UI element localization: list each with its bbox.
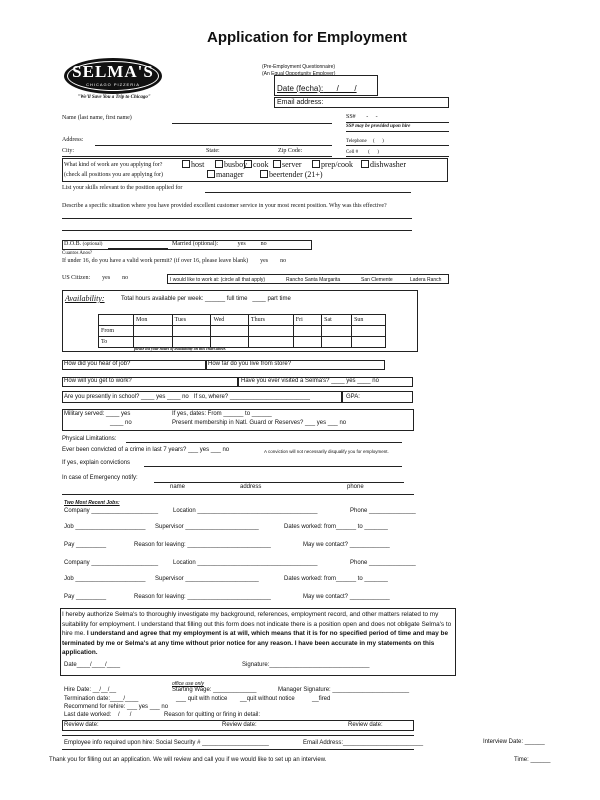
last-date-worked[interactable]: Last date worked: / / bbox=[64, 712, 132, 718]
option-beertender[interactable]: beertender (21+) bbox=[260, 170, 323, 179]
location-label: I would like to work at: (circle all that apply) bbox=[170, 277, 266, 283]
option-host[interactable]: host bbox=[182, 160, 204, 169]
state-label: State: bbox=[206, 148, 220, 154]
emergency-address: address bbox=[240, 484, 262, 490]
emergency-field[interactable] bbox=[154, 482, 404, 483]
option-cook[interactable]: cook bbox=[244, 160, 269, 169]
school-label[interactable]: Are you presently in school? ____ yes ____ no If so, where? ________________________ bbox=[64, 394, 310, 400]
job1-location[interactable]: Location ____________________________________ bbox=[173, 508, 318, 514]
physical-field[interactable] bbox=[126, 442, 402, 443]
job1-supervisor[interactable]: Supervisor ______________________ bbox=[155, 524, 259, 530]
explain-field[interactable] bbox=[144, 466, 402, 467]
availability-label: Availability: bbox=[65, 294, 105, 303]
quit-without-notice[interactable]: __quit without notice bbox=[240, 696, 295, 702]
dob-label: D.O.B. (optional) bbox=[64, 241, 103, 247]
cell-label: Cell # ( ) bbox=[346, 150, 379, 155]
hire-date[interactable]: Hire Date: __/__/__ bbox=[64, 687, 117, 693]
fired[interactable]: __fired bbox=[312, 696, 331, 702]
telephone-field[interactable] bbox=[346, 145, 449, 146]
dob-field[interactable] bbox=[108, 248, 168, 249]
cell-field[interactable] bbox=[346, 156, 449, 157]
military-dates[interactable]: If yes, dates: From ______ to ______ bbox=[172, 411, 272, 417]
location-rancho[interactable]: Rancho Santa Margarita bbox=[286, 277, 341, 283]
married-label: Married (optional): yes no bbox=[172, 241, 267, 247]
job2-company[interactable]: Company ____________________ bbox=[64, 560, 159, 566]
permit-label: If under 16, do you have a valid work permit? (if over 16, please leave blank) yes no bbox=[62, 258, 287, 264]
footer-email[interactable]: Email Address:________________________ bbox=[303, 740, 424, 746]
selmas-logo: SELMA'S CHICAGO PIZZERIA "We'll Save You a Trip to Chicago" bbox=[62, 55, 166, 101]
pre-employment-label: (Pre-Employment Questionnaire) bbox=[262, 64, 336, 70]
explain-label: If yes, explain convictions bbox=[62, 460, 131, 466]
option-server[interactable]: server bbox=[273, 160, 302, 169]
quit-with-notice[interactable]: ___ quit with notice bbox=[176, 696, 228, 702]
availability-grid: Mon Tues Wed Thurs Fri Sat Sun From To bbox=[98, 314, 386, 348]
job1-phone[interactable]: Phone ______________ bbox=[350, 508, 416, 514]
auth-signature[interactable]: Signature:______________________________ bbox=[242, 662, 370, 668]
ss-field[interactable] bbox=[346, 122, 449, 123]
date-field[interactable]: Date (fecha): / / bbox=[277, 84, 357, 93]
employee-info[interactable]: Employee info required upon hire: Social Security # ____________________ bbox=[64, 740, 269, 746]
job2-reason[interactable]: Reason for leaving: _________________________ bbox=[134, 594, 271, 600]
describe-line-2[interactable] bbox=[62, 230, 412, 231]
job1-job[interactable]: Job _____________________ bbox=[64, 524, 146, 530]
name-label: Name (last name, first name) bbox=[62, 115, 132, 121]
availability-note: please list your hours of availability on this chart above. bbox=[134, 346, 227, 351]
address-label: Address: bbox=[62, 137, 84, 143]
job1-reason[interactable]: Reason for leaving: _________________________ bbox=[134, 542, 271, 548]
city-state-zip-field[interactable] bbox=[62, 156, 332, 157]
option-manager[interactable]: manager bbox=[207, 170, 244, 179]
emergency-phone: phone bbox=[347, 484, 364, 490]
starting-wage[interactable]: Starting Wage: _____________ bbox=[172, 687, 257, 693]
military-no[interactable]: ____ no bbox=[110, 420, 132, 426]
name-field[interactable] bbox=[172, 123, 332, 124]
jobs-heading: Two Most Recent Jobs: bbox=[64, 500, 120, 506]
equal-opportunity-label: (An Equal Opportunity Employer) bbox=[262, 71, 336, 77]
convicted-label[interactable]: Ever been convicted of a crime in last 7 years? ___ yes ___ no bbox=[62, 447, 230, 453]
option-prep-cook[interactable]: prep/cook bbox=[312, 160, 353, 169]
job1-contact[interactable]: May we contact? ____________ bbox=[303, 542, 390, 548]
location-ladera[interactable]: Ladera Ranch bbox=[410, 277, 442, 283]
interview-time[interactable]: Time: ______ bbox=[514, 757, 551, 763]
job2-job[interactable]: Job _____________________ bbox=[64, 576, 146, 582]
describe-label: Describe a specific situation where you have provided excellent customer service in your most recent position. Why was this effective? bbox=[62, 203, 387, 209]
emergency-label: In case of Emergency notify: bbox=[62, 475, 138, 481]
option-busboy[interactable]: busboy bbox=[215, 160, 247, 169]
city-label: City: bbox=[62, 148, 75, 154]
quit-reason[interactable]: Reason for quitting or firing in detail: bbox=[164, 712, 261, 718]
skills-field[interactable] bbox=[205, 192, 411, 193]
review-date-3[interactable]: Review date: bbox=[348, 722, 383, 728]
review-date-1[interactable]: Review date: bbox=[64, 722, 99, 728]
job2-contact[interactable]: May we contact? ____________ bbox=[303, 594, 390, 600]
manager-signature[interactable]: Manager Signature: _______________________ bbox=[278, 687, 410, 693]
job2-supervisor[interactable]: Supervisor ______________________ bbox=[155, 576, 259, 582]
authorization-text: I hereby authorize Selma's to thoroughly investigate my background, references, employment record, and other matters related to my suitability for employment. I understand that filling out this form does not indicate there is a position open and does not obligate Selma's to hire me. I understand and agree that my employment is at will, which means that it is for no specified period of time and may be terminated by me or Selma's at any time without prior notice for any reason. I have been accurate in my statements on this application. bbox=[62, 611, 452, 657]
job2-phone[interactable]: Phone ______________ bbox=[350, 560, 416, 566]
review-date-2[interactable]: Review date: bbox=[222, 722, 257, 728]
page-title: Application for Employment bbox=[207, 29, 408, 46]
job2-location[interactable]: Location ____________________________________ bbox=[173, 560, 318, 566]
skills-label: List your skills relevant to the position applied for bbox=[62, 185, 183, 191]
auth-date[interactable]: Date____/____/____ bbox=[64, 662, 121, 668]
job2-pay[interactable]: Pay _________ bbox=[64, 594, 107, 600]
telephone-label: Telephone ( ) bbox=[346, 139, 384, 144]
option-dishwasher[interactable]: dishwasher bbox=[361, 160, 406, 169]
termination-date[interactable]: Termination date:____/____ bbox=[64, 696, 139, 702]
job1-pay[interactable]: Pay _________ bbox=[64, 542, 107, 548]
emergency-name: name bbox=[170, 484, 186, 490]
ss-note: SS# may be provided upon hire bbox=[346, 124, 411, 129]
conviction-note: A conviction will not necessarily disqualify you for employment. bbox=[264, 449, 389, 454]
work-kind-label: What kind of work are you applying for? bbox=[64, 162, 163, 168]
job1-company[interactable]: Company ____________________ bbox=[64, 508, 159, 514]
office-heading: office use only bbox=[172, 681, 204, 687]
age-label: Cuantos Anos? bbox=[62, 251, 93, 256]
interview-date[interactable]: Interview Date: ______ bbox=[483, 739, 545, 745]
military-label[interactable]: Military served: ____ yes bbox=[64, 411, 131, 417]
job2-dates[interactable]: Dates worked: from______ to _______ bbox=[284, 576, 388, 582]
address-field[interactable] bbox=[95, 145, 332, 146]
citizen-label: US Citizen: yes no bbox=[62, 275, 129, 281]
describe-line-1[interactable] bbox=[62, 218, 412, 219]
thanks-text: Thank you for filling out an application. We will review and call you if we would like to set up an interview. bbox=[49, 757, 327, 763]
rehire[interactable]: Recommend for rehire: ___ yes ___ no bbox=[64, 704, 169, 710]
guard-label[interactable]: Present membership in Natl. Guard or Reserves? ___ yes ___ no bbox=[172, 420, 347, 426]
visited-label[interactable]: Have you ever visited a Selma's? ____ yes ____ no bbox=[241, 378, 379, 384]
physical-label: Physical Limitations: bbox=[62, 436, 117, 442]
hours-label: Total hours available per week: ______ full time ____ part time bbox=[121, 296, 291, 302]
job1-dates[interactable]: Dates worked: from______ to _______ bbox=[284, 524, 388, 530]
location-san-clemente[interactable]: San Clemente bbox=[361, 277, 393, 283]
zip-label: Zip Code: bbox=[278, 148, 303, 154]
ss-label: SS# - - bbox=[346, 114, 378, 120]
work-kind-note: (check all positions you are applying for) bbox=[64, 172, 163, 178]
